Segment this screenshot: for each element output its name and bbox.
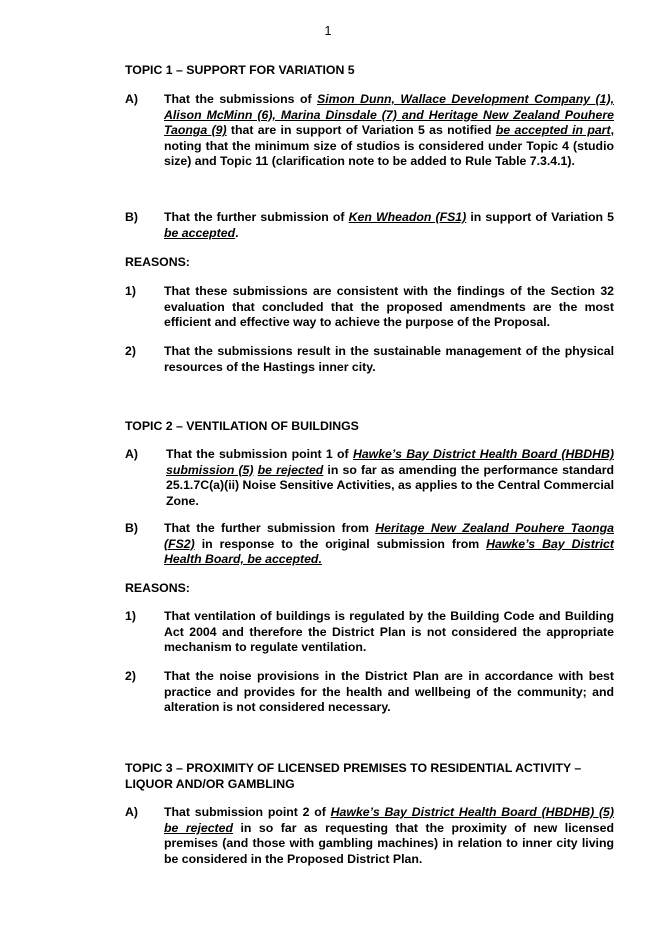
topic2-r2-label: 2) xyxy=(125,669,136,683)
topic2-a-text: That the submission point 1 of Hawke’s Bay District Health Board (HBDHB) submission (5) be rejected in so far as amending the performance standard 25.1.7C(a)(ii) Noise Sensitive Activities, as applies to the Central Commercial Zone. xyxy=(166,447,614,508)
page-number: 1 xyxy=(324,24,332,38)
topic2-r1-label: 1) xyxy=(125,609,136,623)
topic2-heading: TOPIC 2 – VENTILATION OF BUILDINGS xyxy=(125,419,359,433)
further-submitter: Heritage New Zealand Pouhere Taonga (FS2) xyxy=(164,521,615,551)
topic1-r1-label: 1) xyxy=(125,284,136,298)
topic1-r2-text: That the submissions result in the sustainable management of the physical resources of the Hastings inner city. xyxy=(164,344,614,374)
topic1-a-text: That the submissions of Simon Dunn, Wallace Development Company (1), Alison McMinn (6), Marina Dinsdale (7) and Heritage New Zealand Pouhere Taonga (9) that are in support of Variation 5 as notified be accepted in part, noting that the minimum size of studios is considered under Topic 4 (studio size) and Topic 11 (clarification note to be added to Rule Table 7.3.4.1). xyxy=(164,92,615,169)
topic3-a-label: A) xyxy=(125,805,138,819)
decision-text: be rejected xyxy=(164,820,234,835)
decision-text: be rejected xyxy=(257,462,324,477)
further-submitter: Ken Wheadon (FS1) xyxy=(348,210,467,224)
topic1-reasons-heading: REASONS: xyxy=(125,255,190,269)
topic3-heading: TOPIC 3 – PROXIMITY OF LICENSED PREMISES TO RESIDENTIAL ACTIVITY – LIQUOR AND/OR GAMBLING xyxy=(125,761,582,791)
topic1-r1-text: That these submissions are consistent with the findings of the Section 32 evaluation that concluded that the proposed amendments are the most efficient and effective way to achieve the purpose of the Proposal. xyxy=(164,284,614,330)
topic2-a-label: A) xyxy=(125,447,138,461)
topic2-b-label: B) xyxy=(125,521,138,535)
submitters-link: Simon Dunn, Wallace Development Company (1), Alison McMinn (6), Marina Dinsdale (7) and Heritage New Zealand Pouhere Taonga (9) xyxy=(164,92,615,138)
topic2-reasons-heading: REASONS: xyxy=(125,581,190,595)
topic1-heading: TOPIC 1 – SUPPORT FOR VARIATION 5 xyxy=(125,63,355,77)
decision-text: be accepted in part xyxy=(495,123,611,138)
submitter-link: Hawke’s Bay District Health Board (HBDHB) (5) xyxy=(330,805,614,819)
topic1-b-label: B) xyxy=(125,210,138,224)
decision-text: Hawke’s Bay District Health Board, be accepted. xyxy=(164,536,614,567)
submitter-link: Hawke’s Bay District Health Board (HBDHB) submission (5) xyxy=(166,447,614,477)
topic1-b-text: That the further submission of Ken Wheadon (FS1) in support of Variation 5 be accepted. xyxy=(164,210,614,240)
decision-text: be accepted xyxy=(164,225,236,240)
topic1-a-label: A) xyxy=(125,92,138,106)
topic1-r2-label: 2) xyxy=(125,344,136,358)
topic2-r2-text: That the noise provisions in the District Plan are in accordance with best practice and provides for the health and wellbeing of the community; and alteration is not considered necessary. xyxy=(164,669,614,715)
topic2-b-text: That the further submission from Heritage New Zealand Pouhere Taonga (FS2) in response to the original submission from Hawke’s Bay District Health Board, be accepted. xyxy=(164,521,615,567)
topic3-a-text: That submission point 2 of Hawke’s Bay District Health Board (HBDHB) (5) be rejected in so far as requesting that the proximity of new licensed premises (and those with gambling machines) in relation to inner city living be considered in the Proposed District Plan. xyxy=(164,805,615,866)
topic2-r1-text: That ventilation of buildings is regulated by the Building Code and Building Act 2004 and therefore the District Plan is not considered the appropriate mechanism to regulate ventilation. xyxy=(164,609,614,655)
